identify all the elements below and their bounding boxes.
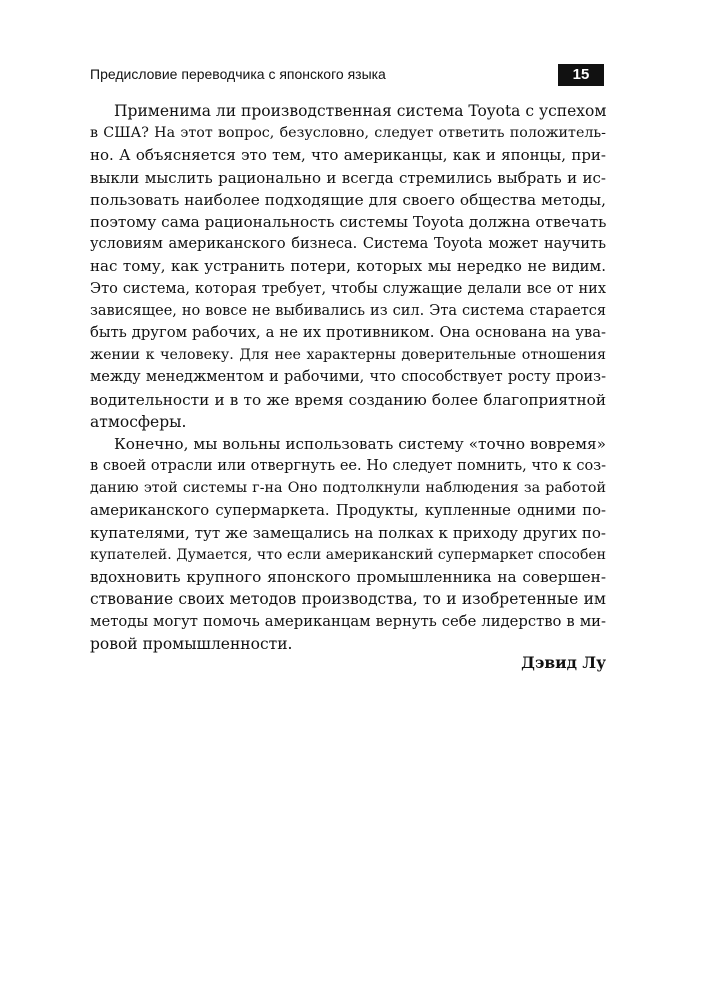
page-number: 15 [558,64,604,86]
text-line: Применима ли производственная система Toyota с успехом [114,102,607,120]
text-line: Конечно, мы вольны использовать систему «точно вовремя» [114,435,606,454]
text-line: атмосферы. [90,412,187,431]
text-line: поэтому сама рациональность системы Toyota должна отвечать [90,213,607,232]
text-line: купателями, тут же замещались на полках к приходу других по- [90,523,606,542]
text-line: условиям американского бизнеса. Система Toyota может научить [90,236,606,253]
text-line: американского супермаркета. Продукты, купленные одними по- [90,501,606,519]
running-head [90,64,606,86]
text-line: выкли мыслить рационально и всегда стремились выбрать и ис- [90,168,606,187]
text-line: жении к человеку. Для нее характерны доверительные отношения [90,347,606,364]
text-line: зависящее, но вовсе не выбивались из сил. Эта система старается [90,302,606,319]
running-title: Предисловие переводчика с японского языка [90,66,386,82]
text-line: ствование своих методов производства, то и изобретенные им [90,590,606,609]
text-line: данию этой системы г-на Оно подтолкнули наблюдения за работой [90,480,606,497]
text-line: в США? На этот вопрос, безусловно, следует ответить положитель- [90,125,606,142]
paragraph-2 [90,433,606,655]
text-line: нас тому, как устранить потери, которых мы нередко не видим. [90,257,606,276]
text-line: методы могут помочь американцам вернуть себе лидерство в ми- [90,612,606,630]
text-line: Это система, которая требует, чтобы служащие делали все от них [90,280,606,297]
text-line: но. А объясняется это тем, что американцы, как и японцы, при- [90,146,606,165]
body-text [90,100,606,655]
text-line: вдохновить крупного японского промышленника на совершен- [90,568,606,587]
text-line: быть другом рабочих, а не их противником. Она основана на ува- [90,324,606,342]
text-line: между менеджментом и рабочими, что способствует росту произ- [90,369,606,386]
text-line: пользовать наиболее подходящие для своего общества методы, [90,190,606,209]
text-line: ровой промышленности. [90,634,293,653]
paragraph-1 [90,100,606,433]
text-line: в своей отрасли или отвергнуть ее. Но следует помнить, что к соз- [90,458,606,475]
text-line: купателей. Думается, что если американский супермаркет способен [90,547,606,564]
text-line: водительности и в то же время созданию более благоприятной [90,390,606,409]
author-signature: Дэвид Лу [521,653,606,672]
